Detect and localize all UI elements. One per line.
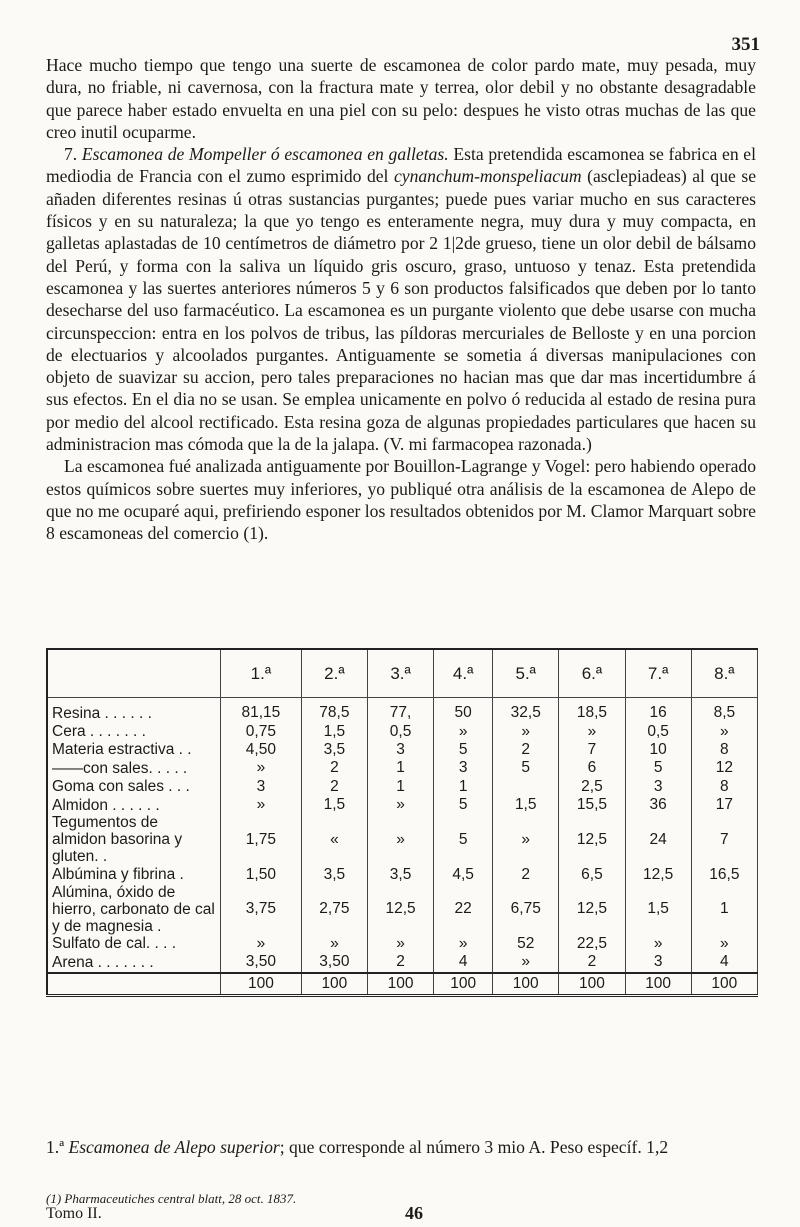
row-label: ——con sales. . . . . [47, 759, 221, 777]
table-cell: 3 [221, 778, 302, 796]
table-cell [493, 778, 559, 796]
header-cell: 6.ª [559, 649, 625, 698]
table-cell: 3,5 [301, 741, 367, 759]
table-cell: 5 [434, 741, 493, 759]
total-cell: 100 [493, 973, 559, 996]
composition-table [46, 648, 758, 997]
table-row [47, 722, 758, 740]
table-cell: 2 [493, 741, 559, 759]
table-cell: 3,75 [221, 884, 302, 935]
table-cell: 0,5 [625, 722, 691, 740]
table-cell: 12,5 [559, 814, 625, 865]
table-cell: 2 [559, 953, 625, 972]
table-cell: 4 [691, 953, 757, 972]
table-cell: 50 [434, 698, 493, 723]
table-cell: 15,5 [559, 796, 625, 814]
header-cell: 5.ª [493, 649, 559, 698]
total-cell: 100 [559, 973, 625, 996]
table-cell: 17 [691, 796, 757, 814]
table-cell: » [221, 759, 302, 777]
table-cell: 7 [691, 814, 757, 865]
body-text [46, 54, 756, 545]
table-cell: » [221, 935, 302, 953]
table-cell: 4,5 [434, 865, 493, 883]
table-cell: 1 [367, 759, 433, 777]
table-cell: » [367, 796, 433, 814]
table-cell: 1 [691, 884, 757, 935]
table-cell: 16,5 [691, 865, 757, 883]
row-label: Materia estractiva . . [47, 741, 221, 759]
header-cell: 4.ª [434, 649, 493, 698]
total-cell: 100 [625, 973, 691, 996]
table-cell: 8 [691, 741, 757, 759]
paragraph-1: Hace mucho tiempo que tengo una suerte de escamonea de color pardo mate, muy pesada, muy dura, no friable, ni cavernosa, con la fractura mate y terrea, olor debil y no obstante desagradable que parece haber estado envuelta en una piel con su pelo: despues he visto otras muchas de las que creo inutil ocuparme. [46, 55, 756, 142]
table-cell: 5 [434, 796, 493, 814]
table-cell: 2,5 [559, 778, 625, 796]
table-cell: 22 [434, 884, 493, 935]
table-row [47, 884, 758, 935]
table-cell: 8,5 [691, 698, 757, 723]
table-cell: 12 [691, 759, 757, 777]
table-header-row [47, 649, 758, 698]
table-cell: » [434, 722, 493, 740]
table-cell: » [301, 935, 367, 953]
table-cell: 3 [625, 953, 691, 972]
row-label: Resina . . . . . . [47, 698, 221, 723]
table-cell: 77, [367, 698, 433, 723]
header-cell: 3.ª [367, 649, 433, 698]
table-cell: 24 [625, 814, 691, 865]
footnote: (1) Pharmaceutiches central blatt, 28 oct. 1837. [46, 1191, 297, 1206]
table-row [47, 778, 758, 796]
table-cell: 8 [691, 778, 757, 796]
table-note-title: Escamonea de Alepo superior [68, 1137, 280, 1157]
table-cell: 1,5 [625, 884, 691, 935]
table-row [47, 935, 758, 953]
table-row [47, 796, 758, 814]
total-cell: 100 [221, 973, 302, 996]
table-row [47, 953, 758, 972]
row-label: Almidon . . . . . . [47, 796, 221, 814]
table-cell: 3,50 [301, 953, 367, 972]
header-cell [47, 649, 221, 698]
table-cell: 2 [493, 865, 559, 883]
total-cell: 100 [691, 973, 757, 996]
table-cell: 12,5 [625, 865, 691, 883]
total-cell: 100 [367, 973, 433, 996]
table-cell: 1 [434, 778, 493, 796]
table-cell: 22,5 [559, 935, 625, 953]
table-row [47, 698, 758, 723]
table-cell: » [367, 935, 433, 953]
row-label: Arena . . . . . . . [47, 953, 221, 972]
table-cell: « [301, 814, 367, 865]
table-note: 1.ª Escamonea de Alepo superior; que corresponde al número 3 mio A. Peso específ. 1,2 [46, 1137, 669, 1157]
table-cell: 1,5 [301, 722, 367, 740]
paragraph-3: La escamonea fué analizada antiguamente por Bouillon-Lagrange y Vogel: pero habiendo operado estos químicos sobre suertes muy inferiores, yo publiqué otra análisis de la escamonea de Alepo de que no me ocuparé aqui, prefiriendo esponer los resultados obtenidos por M. Clamor Marquart sobre 8 escamoneas del comercio (1). [46, 456, 756, 544]
table-cell: » [691, 935, 757, 953]
table-cell: 12,5 [559, 884, 625, 935]
table-cell: 5 [493, 759, 559, 777]
table-cell: » [493, 814, 559, 865]
table-cell: 6,75 [493, 884, 559, 935]
table-body [47, 698, 758, 996]
table-cell: » [493, 722, 559, 740]
table-row [47, 759, 758, 777]
table-row [47, 865, 758, 883]
table-cell: 18,5 [559, 698, 625, 723]
table-cell: 81,15 [221, 698, 302, 723]
table-cell: 0,5 [367, 722, 433, 740]
table-cell: 4,50 [221, 741, 302, 759]
table-cell: 3 [367, 741, 433, 759]
table-cell: 6,5 [559, 865, 625, 883]
volume-label: Tomo II. [46, 1205, 102, 1222]
table-cell: 3 [625, 778, 691, 796]
total-cell: 100 [301, 973, 367, 996]
table-cell: 2 [367, 953, 433, 972]
totals-label [47, 973, 221, 996]
table-cell: 2 [301, 759, 367, 777]
table-cell: » [625, 935, 691, 953]
table-cell: » [559, 722, 625, 740]
row-label: Cera . . . . . . . [47, 722, 221, 740]
table-cell: 2 [301, 778, 367, 796]
table-cell: 1,75 [221, 814, 302, 865]
table-cell: 78,5 [301, 698, 367, 723]
row-label: Alúmina, óxido de hierro, carbonato de cal y de magnesia . [47, 884, 221, 935]
table-cell: 1 [367, 778, 433, 796]
table-cell: 10 [625, 741, 691, 759]
table-cell: 3,50 [221, 953, 302, 972]
table-cell: 5 [434, 814, 493, 865]
species-name: cynanchum-monspeliacum [393, 166, 582, 187]
totals-row [47, 973, 758, 996]
table-cell: 3,5 [301, 865, 367, 883]
table-cell: 1,5 [301, 796, 367, 814]
table-cell: 0,75 [221, 722, 302, 740]
table-cell: 6 [559, 759, 625, 777]
table-row [47, 814, 758, 865]
table-cell: 3 [434, 759, 493, 777]
table-cell: 52 [493, 935, 559, 953]
row-label: Goma con sales . . . [47, 778, 221, 796]
table-row [47, 741, 758, 759]
table-cell: 32,5 [493, 698, 559, 723]
header-cell: 2.ª [301, 649, 367, 698]
table-cell: 1,5 [493, 796, 559, 814]
table-cell: » [434, 935, 493, 953]
table-cell: 12,5 [367, 884, 433, 935]
header-cell: 8.ª [691, 649, 757, 698]
table-cell: » [367, 814, 433, 865]
header-cell: 1.ª [221, 649, 302, 698]
table-cell: 36 [625, 796, 691, 814]
table-cell: 5 [625, 759, 691, 777]
table-cell: » [493, 953, 559, 972]
signature-mark: 46 [405, 1203, 423, 1223]
table-cell: » [691, 722, 757, 740]
section-title: Escamonea de Mompeller ó escamonea en galletas. [81, 144, 449, 165]
table-cell: » [221, 796, 302, 814]
row-label: Tegumentos de almidon basorina y gluten. . [47, 814, 221, 865]
page-number: 351 [731, 34, 760, 55]
table-cell: 3,5 [367, 865, 433, 883]
table-cell: 16 [625, 698, 691, 723]
total-cell: 100 [434, 973, 493, 996]
table-cell: 7 [559, 741, 625, 759]
table-cell: 1,50 [221, 865, 302, 883]
paragraph-2: 7. Escamonea de Mompeller ó escamonea en galletas. Esta pretendida escamonea se fabrica en el mediodia de Francia con el zumo esprimido del cynanchum-monspeliacum (asclepiadeas) al que se añaden diferentes resinas ú otras sustancias purgantes; puede pues variar mucho en sus caracteres físicos y en su naturaleza; la que yo tengo es enteramente negra, muy dura y muy compacta, en galletas aplastadas de 10 centímetros de diámetro por 2 1|2de grueso, tiene un olor debil de bálsamo del Perú, y forma con la saliva un líquido gris oscuro, graso, untuoso y tenaz. Esta pretendida escamonea y las suertes anteriores números 5 y 6 son productos falsificados que deben por lo tanto desecharse del uso farmacéutico. La escamonea es un purgante violento que debe usarse con mucha circunspeccion: entra en los polvos de tribus, las píldoras mercuriales de Belloste y en una porcion de electuarios y alcoolados purgantes. Antiguamente se sometia á diversas manipulaciones con objeto de suavizar su accion, pero tales preparaciones no hacian mas que dar mas incertidumbre á sus efectos. En el dia no se usan. Se emplea unicamente en polvo ó reducida al estado de resina pura por medio del alcool rectificado. Esta resina goza de algunas propiedades particulares que hacen su administracion mas cómoda que la de la jalapa. (V. mi farmacopea razonada.) [46, 144, 757, 455]
row-label: Albúmina y fibrina . [47, 865, 221, 883]
table-cell: 2,75 [301, 884, 367, 935]
table-cell: 4 [434, 953, 493, 972]
row-label: Sulfato de cal. . . . [47, 935, 221, 953]
header-cell: 7.ª [625, 649, 691, 698]
paragraph-2-text: Esta pretendida escamonea se fabrica en el mediodia de Francia con el zumo esprimido del cynanchum-monspeliacum (asclepiadeas) al que se añaden diferentes resinas ú otras sustancias purgantes; puede pues variar mucho en sus caracteres físicos y en su naturaleza; la que yo tengo es enteramente negra, muy dura y muy compacta, en galletas aplastadas de 10 centímetros de diámetro por 2 1|2de grueso, tiene un olor debil de bálsamo del Perú, y forma con la saliva un líquido gris oscuro, graso, untuoso y tenaz. Esta pretendida escamonea y las suertes anteriores números 5 y 6 son productos falsificados que deben por lo tanto desecharse del uso farmacéutico. La escamonea es un purgante violento que debe usarse con mucha circunspeccion: entra en los polvos de tribus, las píldoras mercuriales de Belloste y en una porcion de electuarios y alcoolados purgantes. Antiguamente se sometia á diversas manipulaciones con objeto de suavizar su accion, pero tales preparaciones no hacian mas que dar mas incertidumbre á sus efectos. En el dia no se usan. Se emplea unicamente en polvo ó reducida al estado de resina pura por medio del alcool rectificado. Esta resina goza de algunas propiedades particulares que hacen su administracion mas cómoda que la de la jalapa. (V. mi farmacopea razonada.) [46, 144, 757, 455]
